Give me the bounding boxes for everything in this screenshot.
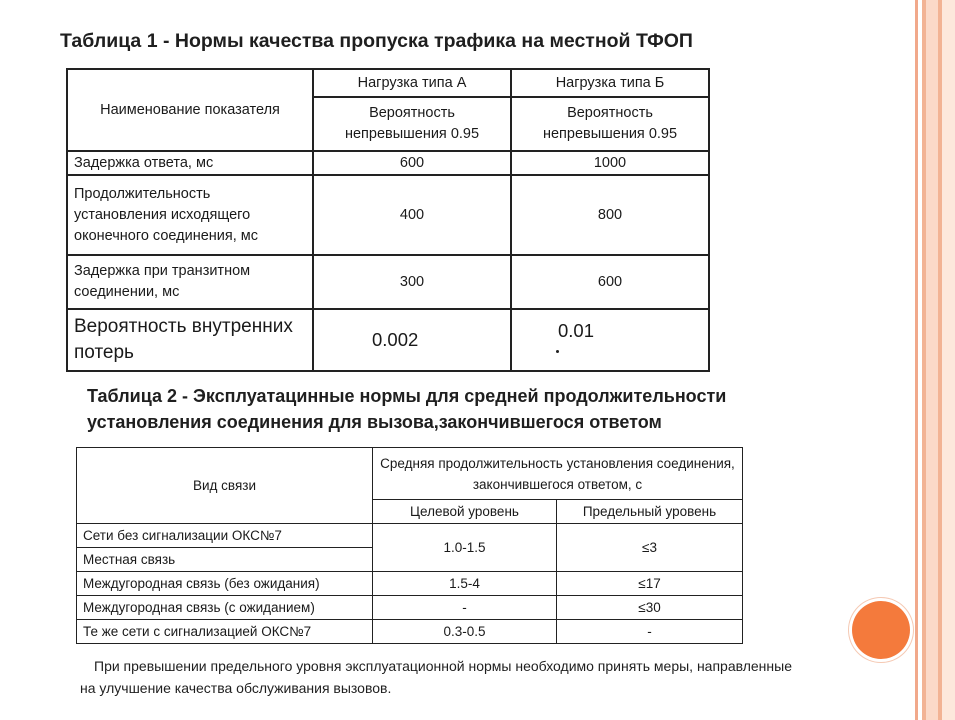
row-name: Междугородная связь (с ожиданием) [77,596,373,620]
row-limit: ≤30 [557,596,743,620]
row-limit: ≤17 [557,572,743,596]
header-limit: Предельный уровень [557,500,743,524]
row-value-b: 800 [511,175,709,255]
footnote-text: При превышении предельного уровня эксплуатационной нормы необходимо принять меры, направленные на улучшение качества обслуживания вызовов. [80,658,792,696]
row-value-a: 400 [313,175,511,255]
row-value-a: 0.002 [313,309,511,371]
header-target: Целевой уровень [373,500,557,524]
slide-border-band [942,0,955,720]
header-avg: Средняя продолжительность установления соединения, закончившегося ответом, с [373,448,743,500]
header-load-a: Нагрузка типа А [313,69,511,97]
table2-title: Таблица 2 - Эксплуатацинные нормы для средней продолжительности установления соединения для вызова,закончившегося ответом [87,386,727,432]
header-prob-b: Вероятность непревышения 0.95 [511,97,709,151]
header-load-b: Нагрузка типа Б [511,69,709,97]
row-value-b: 1000 [511,151,709,175]
header-prob-a: Вероятность непревышения 0.95 [313,97,511,151]
row-value-a: 600 [313,151,511,175]
row-name: Продолжительность установления исходящего оконечного соединения, мс [67,175,313,255]
header-type: Вид связи [77,448,373,524]
slide-border-line [915,0,918,720]
row-name: Местная связь [77,548,373,572]
row-value-b: 0.01 [511,309,709,371]
row-name: Те же сети с сигнализацией ОКС№7 [77,620,373,644]
row-target: 1.5-4 [373,572,557,596]
slide-border-band [926,0,938,720]
row-limit: - [557,620,743,644]
row-name: Междугородная связь (без ожидания) [77,572,373,596]
quality-norms-table [66,68,710,372]
header-param: Наименование показателя [67,69,313,151]
footnote [80,655,800,699]
stray-dot [556,350,559,353]
table1-title: Таблица 1 - Нормы качества пропуска трафика на местной ТФОП [60,30,693,52]
row-name: Задержка ответа, мс [67,151,313,175]
decorative-circle-icon [852,601,910,659]
row-limit: ≤3 [557,524,743,572]
row-name: Вероятность внутренних потерь [67,309,313,371]
operational-norms-table [76,447,743,644]
row-name: Задержка при транзитном соединении, мс [67,255,313,309]
row-value-a: 300 [313,255,511,309]
row-value-b: 600 [511,255,709,309]
row-target: - [373,596,557,620]
row-target: 0.3-0.5 [373,620,557,644]
row-target: 1.0-1.5 [373,524,557,572]
row-name: Сети без сигнализации ОКС№7 [77,524,373,548]
